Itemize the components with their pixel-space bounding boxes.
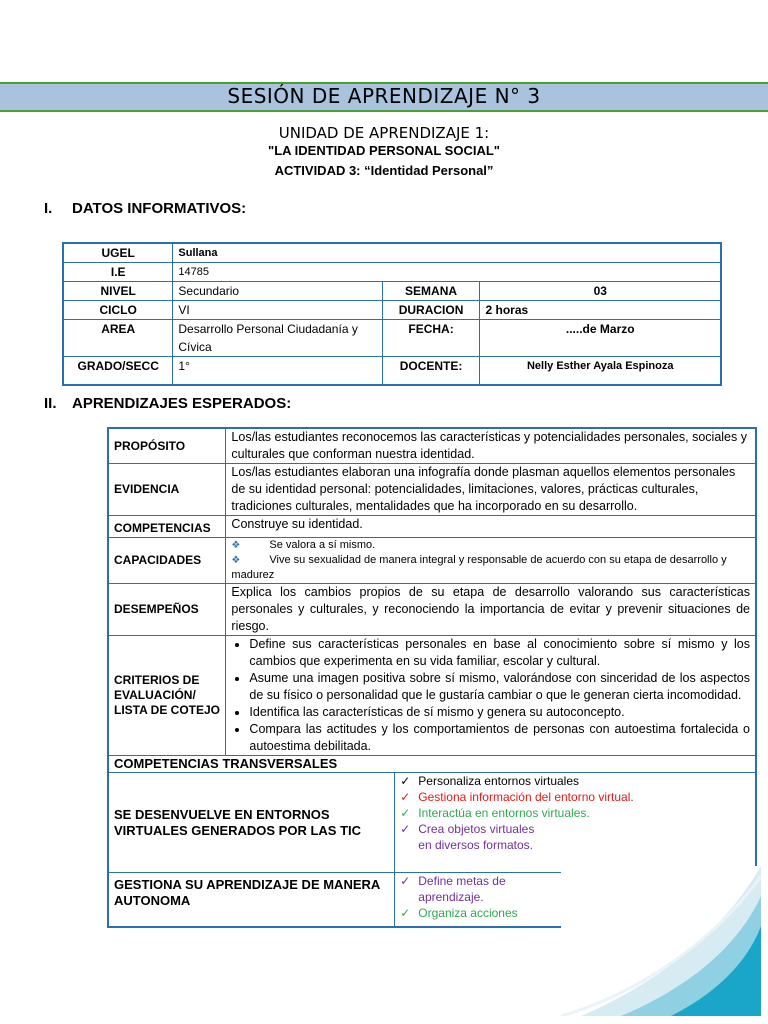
list-item: ✓ Gestiona información del entorno virtual. bbox=[400, 790, 634, 804]
list-item: • Define sus características personales en base al conocimiento sobre sí mismo y los cambios que experimenta en su vida familiar, escolar y cultural. bbox=[249, 636, 750, 670]
ciclo-label: CICLO bbox=[63, 301, 173, 320]
decorative-wave-graphic bbox=[561, 866, 761, 1016]
ugel-value: Sullana bbox=[173, 243, 721, 263]
aprendizajes-table bbox=[107, 427, 757, 928]
table-row bbox=[108, 538, 756, 584]
check-icon: ✓ bbox=[400, 774, 411, 788]
capacidades-label: CAPACIDADES bbox=[108, 538, 226, 584]
area-value: Desarrollo Personal Ciudadanía y Cívica bbox=[173, 320, 382, 357]
fecha-value: .....de Marzo bbox=[480, 320, 721, 357]
criterios-list bbox=[231, 636, 750, 755]
list-item: aprendizaje. bbox=[418, 890, 484, 904]
docente-value: Nelly Esther Ayala Espinoza bbox=[480, 357, 721, 385]
competencias-value: Construye su identidad. bbox=[226, 516, 756, 538]
section-number: I. bbox=[44, 200, 53, 217]
list-item: ❖ Se valora a sí mismo. bbox=[231, 539, 376, 551]
ie-label: I.E bbox=[63, 263, 173, 282]
datos-table bbox=[62, 242, 722, 386]
unidad-name: "LA IDENTIDAD PERSONAL SOCIAL" bbox=[268, 143, 500, 158]
section-number: II. bbox=[44, 395, 57, 412]
list-item: • Asume una imagen positiva sobre sí mismo, valorándose con sinceridad de los aspectos de su físico o personalidad que le gustaría cambiar o que le generan cierta incomodidad. bbox=[249, 670, 750, 704]
actividad-title: ACTIVIDAD 3: “Identidad Personal” bbox=[274, 163, 494, 178]
table-row bbox=[63, 320, 721, 357]
tic-label: SE DESENVUELVE EN ENTORNOS VIRTUALES GENERADOS POR LAS TIC bbox=[108, 773, 395, 873]
table-row bbox=[108, 636, 756, 756]
list-item: ✓ Interactúa en entornos virtuales. bbox=[400, 806, 590, 820]
duracion-value: 2 horas bbox=[480, 301, 721, 320]
check-icon: ✓ bbox=[400, 806, 411, 820]
fecha-label: FECHA: bbox=[382, 320, 480, 357]
grado-label: GRADO/SECC bbox=[63, 357, 173, 385]
criterios-value bbox=[226, 636, 756, 756]
table-row bbox=[63, 282, 721, 301]
evidencia-value: Los/las estudiantes elaboran una infografía donde plasman aquellos elementos personales de su identidad personal: potencialidades, limitaciones, valores, prácticas culturales, tradiciones culturales, mentalidades que ha incorporado en su desarrollo. bbox=[226, 464, 756, 516]
section-datos-heading bbox=[44, 200, 246, 217]
semana-label: SEMANA bbox=[382, 282, 480, 301]
diamond-bullet-icon: ❖ bbox=[231, 540, 241, 551]
check-icon: ✓ bbox=[400, 906, 411, 920]
list-item: • Identifica las características de sí mismo y genera su autoconcepto. bbox=[249, 704, 750, 721]
competencias-label: COMPETENCIAS bbox=[108, 516, 226, 538]
section-aprendizajes-heading bbox=[44, 395, 291, 412]
check-icon: ✓ bbox=[400, 874, 411, 888]
table-row bbox=[108, 516, 756, 538]
grado-value: 1° bbox=[173, 357, 382, 385]
table-row bbox=[108, 773, 756, 873]
docente-label: DOCENTE: bbox=[382, 357, 480, 385]
document-title: SESIÓN DE APRENDIZAJE N° 3 bbox=[227, 84, 541, 108]
desempenos-value: Explica los cambios propios de su etapa de desarrollo valorando sus características personales y culturales, y reconociendo la importancia de evitar y prevenir situaciones de riesgo. bbox=[226, 584, 756, 636]
area-label: AREA bbox=[63, 320, 173, 357]
unidad-heading: UNIDAD DE APRENDIZAJE 1: bbox=[278, 124, 490, 142]
table-row bbox=[63, 357, 721, 385]
table-row bbox=[108, 584, 756, 636]
duracion-label: DURACION bbox=[382, 301, 480, 320]
table-row bbox=[63, 263, 721, 282]
semana-value: 03 bbox=[480, 282, 721, 301]
tic-items bbox=[395, 773, 756, 873]
list-item: ❖ Vive su sexualidad de manera integral y responsable de acuerdo con su etapa de desarrollo y madurez bbox=[231, 554, 727, 581]
check-icon: ✓ bbox=[400, 822, 411, 836]
proposito-label: PROPÓSITO bbox=[108, 428, 226, 464]
list-item: en diversos formatos. bbox=[418, 838, 533, 852]
table-row bbox=[108, 428, 756, 464]
table-row bbox=[63, 301, 721, 320]
section-title: APRENDIZAJES ESPERADOS: bbox=[72, 395, 292, 412]
diamond-bullet-icon: ❖ bbox=[231, 555, 241, 566]
competencias-transversales-label: COMPETENCIAS TRANSVERSALES bbox=[108, 756, 756, 773]
gestiona-label: GESTIONA SU APRENDIZAJE DE MANERA AUTONOMA bbox=[108, 873, 395, 927]
table-row bbox=[63, 243, 721, 263]
list-item: ✓ Personaliza entornos virtuales bbox=[400, 774, 580, 788]
evidencia-label: EVIDENCIA bbox=[108, 464, 226, 516]
section-title: DATOS INFORMATIVOS: bbox=[72, 200, 247, 217]
list-item: ✓ Organiza acciones bbox=[400, 906, 518, 920]
desempenos-label: DESEMPEÑOS bbox=[108, 584, 226, 636]
proposito-value: Los/las estudiantes reconocemos las características y potencialidades personales, sociales y culturales que conforman nuestra identidad. bbox=[226, 428, 756, 464]
ie-value: 14785 bbox=[173, 263, 721, 282]
nivel-value: Secundario bbox=[173, 282, 382, 301]
nivel-label: NIVEL bbox=[63, 282, 173, 301]
check-icon: ✓ bbox=[400, 790, 411, 804]
table-row bbox=[108, 756, 756, 773]
criterios-label: CRITERIOS DE EVALUACIÓN/ LISTA DE COTEJO bbox=[108, 636, 226, 756]
list-item: ✓ Crea objetos virtuales bbox=[400, 822, 535, 836]
ciclo-value: VI bbox=[173, 301, 382, 320]
list-item: ✓ Define metas de bbox=[400, 874, 506, 888]
list-item: • Compara las actitudes y los comportamientos de personas con autoestima fortalecida o autoestima debilitada. bbox=[249, 721, 750, 755]
ugel-label: UGEL bbox=[63, 243, 173, 263]
capacidades-value bbox=[226, 538, 756, 584]
table-row bbox=[108, 464, 756, 516]
